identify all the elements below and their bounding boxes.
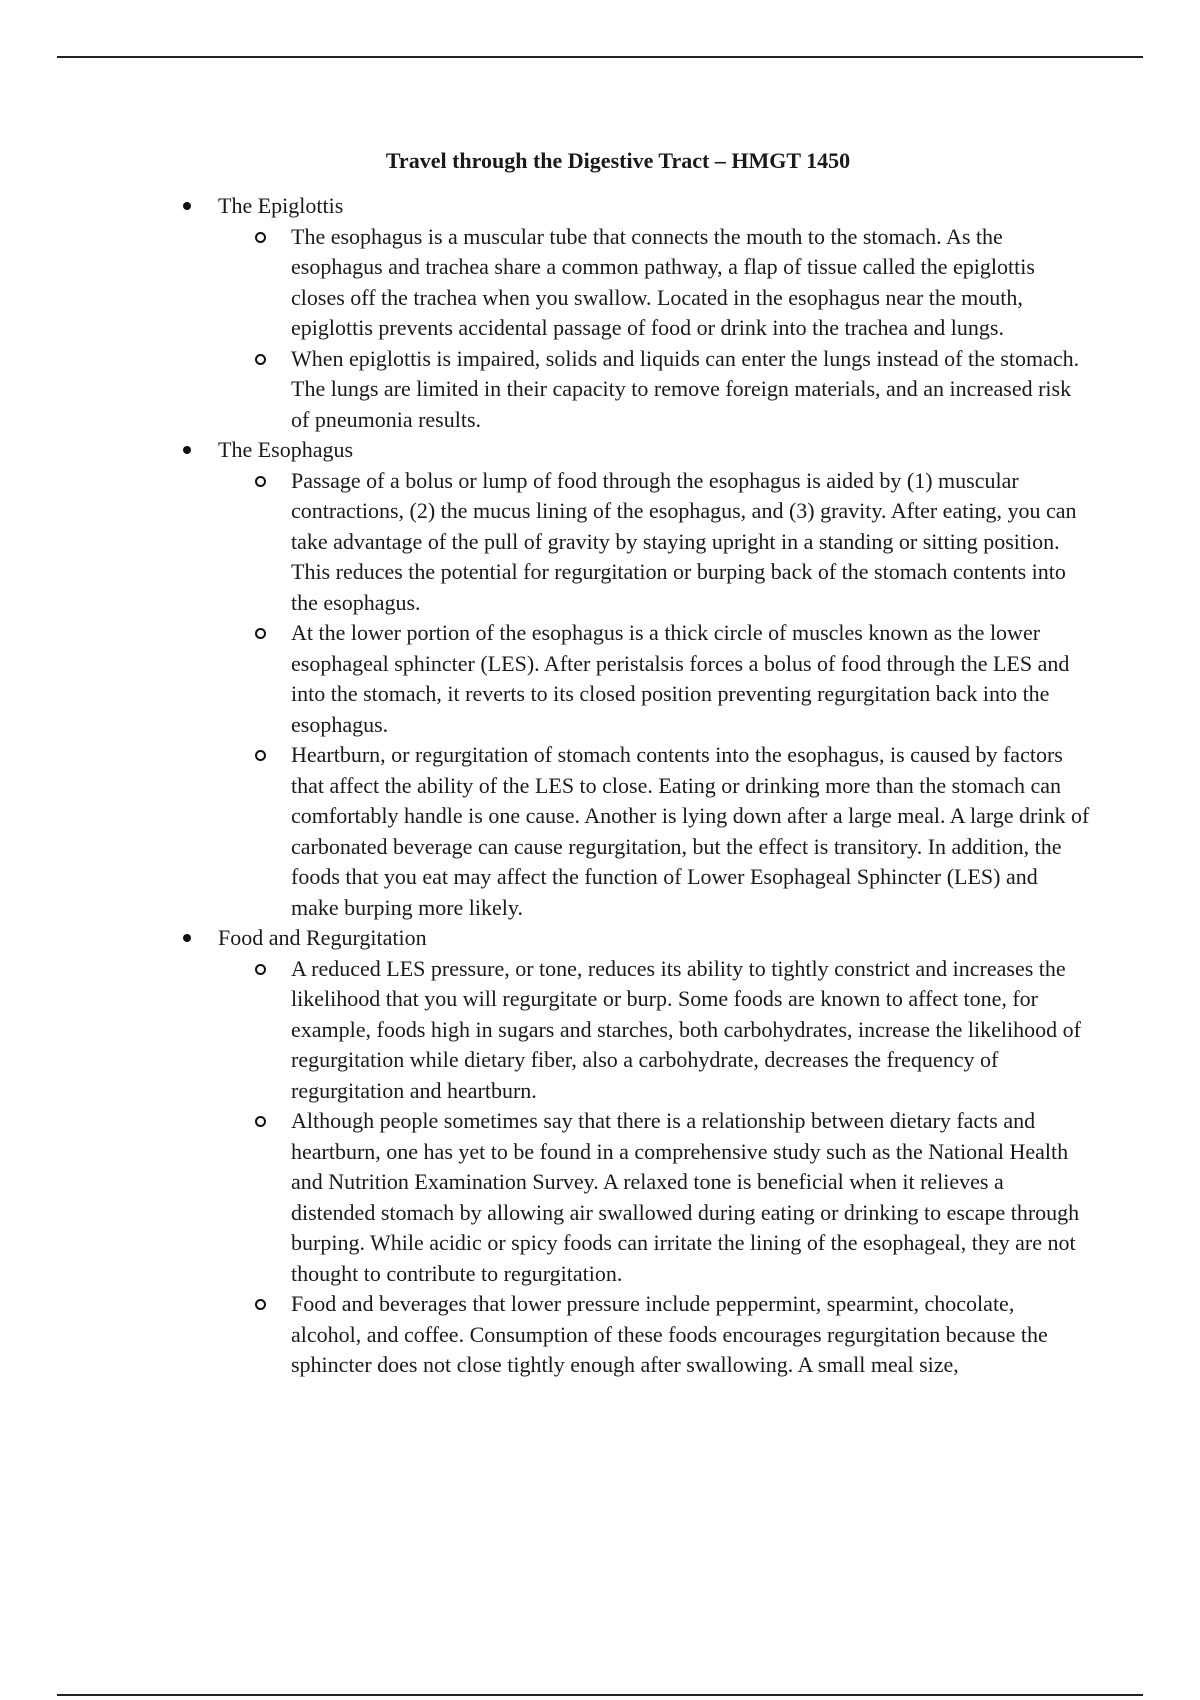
list-item bbox=[0, 222, 1200, 344]
sub-list bbox=[0, 222, 1200, 436]
hollow-circle-bullet-icon bbox=[255, 476, 266, 487]
list-item-text: Heartburn, or regurgitation of stomach contents into the esophagus, is caused by factors that affect the ability of the LES to close. Eating or drinking more than the stomach can comfortably handle is one cause. Another is lying down after a large meal. A large drink of carbonated beverage can cause regurgitation, but the effect is transitory. In addition, the foods that you eat may affect the function of Lower Esophageal Sphincter (LES) and make burping more likely. bbox=[291, 742, 1090, 920]
hollow-circle-bullet-icon bbox=[255, 1299, 266, 1310]
section-heading bbox=[0, 435, 1200, 466]
bullet-dot-icon bbox=[183, 446, 191, 454]
bottom-rule bbox=[57, 1694, 1143, 1696]
section-esophagus bbox=[0, 435, 1200, 923]
list-item bbox=[0, 466, 1200, 619]
list-item-text: A reduced LES pressure, or tone, reduces its ability to tightly constrict and increases the likelihood that you will regurgitate or burp. Some foods are known to affect tone, for example, foods high in sugars and starches, both carbohydrates, increase the likelihood of regurgitation while dietary fiber, also a carbohydrate, decreases the frequency of regurgitation and heartburn. bbox=[291, 955, 1081, 1103]
section-heading-text: The Esophagus bbox=[218, 437, 354, 462]
sub-list bbox=[0, 466, 1200, 924]
list-item-text: Passage of a bolus or lump of food through the esophagus is aided by (1) muscular contractions, (2) the mucus lining of the esophagus, and (3) gravity. After eating, you can take advantage of the pull of gravity by staying upright in a standing or sitting position. This reduces the potential for regurgitation or burping back of the stomach contents into the esophagus. bbox=[291, 467, 1077, 615]
hollow-circle-bullet-icon bbox=[255, 750, 266, 761]
hollow-circle-bullet-icon bbox=[255, 964, 266, 975]
list-item-text: At the lower portion of the esophagus is a thick circle of muscles known as the lower esophageal sphincter (LES). After peristalsis forces a bolus of food through the LES and into the stomach, it reverts to its closed position preventing regurgitation back into the esophagus. bbox=[291, 620, 1070, 737]
list-item bbox=[0, 618, 1200, 740]
hollow-circle-bullet-icon bbox=[255, 1116, 266, 1127]
list-item-text: Food and beverages that lower pressure include peppermint, spearmint, chocolate, alcohol, and coffee. Consumption of these foods encourages regurgitation because the sphincter does not close tightly enough after swallowing. A small meal size, bbox=[291, 1291, 1048, 1377]
hollow-circle-bullet-icon bbox=[255, 232, 266, 243]
section-heading bbox=[0, 923, 1200, 954]
section-epiglottis bbox=[0, 191, 1200, 435]
hollow-circle-bullet-icon bbox=[255, 628, 266, 639]
list-item bbox=[0, 344, 1200, 436]
sub-list bbox=[0, 954, 1200, 1381]
document-title: Travel through the Digestive Tract – HMGT 1450 bbox=[385, 148, 851, 173]
section-heading-text: Food and Regurgitation bbox=[218, 925, 427, 950]
list-item bbox=[0, 954, 1200, 1107]
section-heading-text: The Epiglottis bbox=[218, 193, 344, 218]
list-item bbox=[0, 1289, 1200, 1381]
outline-list bbox=[0, 191, 1200, 1381]
section-food-and-regurgitation bbox=[0, 923, 1200, 1381]
top-rule bbox=[57, 56, 1143, 58]
section-heading bbox=[0, 191, 1200, 222]
list-item bbox=[0, 740, 1200, 923]
list-item-text: The esophagus is a muscular tube that connects the mouth to the stomach. As the esophagus and trachea share a common pathway, a flap of tissue called the epiglottis closes off the trachea when you swallow. Located in the esophagus near the mouth, epiglottis prevents accidental passage of food or drink into the trachea and lungs. bbox=[291, 223, 1035, 340]
list-item-text: Although people sometimes say that there is a relationship between dietary facts and heartburn, one has yet to be found in a comprehensive study such as the National Health and Nutrition Examination Survey. A relaxed tone is beneficial when it relieves a distended stomach by allowing air swallowed during eating or drinking to escape through burping. While acidic or spicy foods can irritate the lining of the esophageal, they are not thought to contribute to regurgitation. bbox=[291, 1108, 1080, 1286]
bullet-dot-icon bbox=[183, 934, 191, 942]
hollow-circle-bullet-icon bbox=[255, 354, 266, 365]
list-item bbox=[0, 1106, 1200, 1289]
list-item-text: When epiglottis is impaired, solids and liquids can enter the lungs instead of the stomach. The lungs are limited in their capacity to remove foreign materials, and an increased risk of pneumonia results. bbox=[291, 345, 1080, 432]
bullet-dot-icon bbox=[183, 202, 191, 210]
